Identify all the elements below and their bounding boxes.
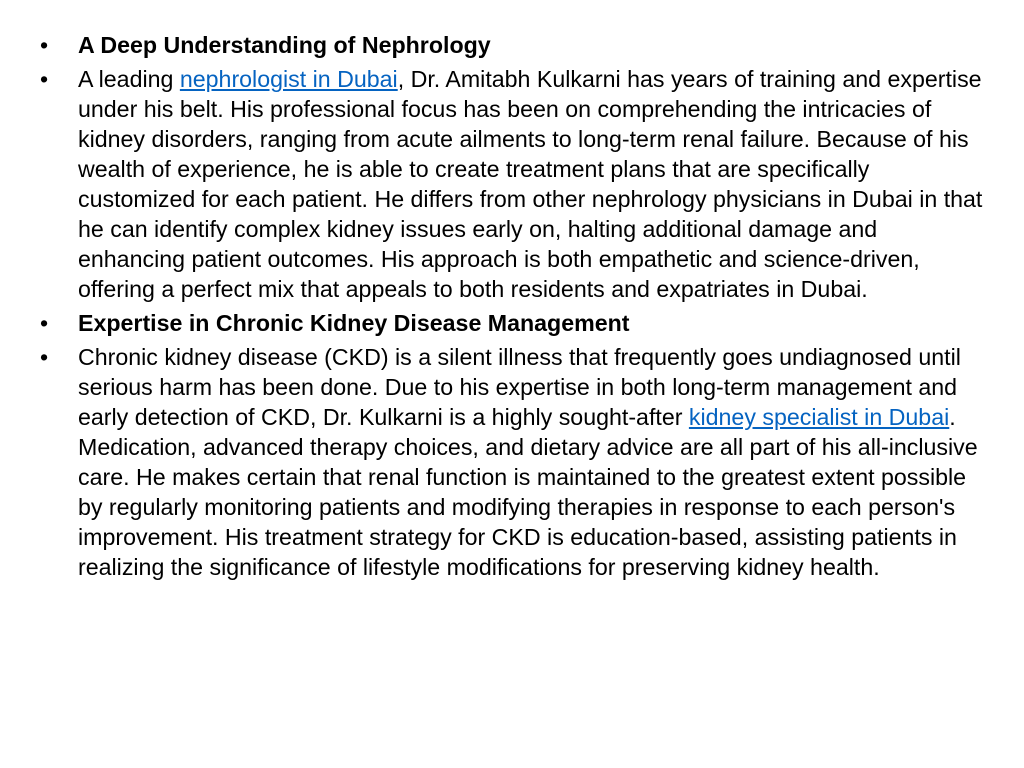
bullet-icon: •: [40, 32, 49, 58]
nephrologist-link[interactable]: nephrologist in Dubai: [179, 66, 398, 92]
bullet-paragraph-ckd: [40, 342, 984, 582]
paragraph-text-after: , Dr. Amitabh Kulkarni has years of training and expertise under his belt. His professional focus has been on comprehending the intricacies of kidney disorders, ranging from acute ailments to long-term renal failure. Because of his wealth of experience, he is able to create treatment plans that are specifically customized for each patient. He differs from other nephrology physicians in Dubai in that he can identify complex kidney issues early on, halting additional damage and enhancing patient outcomes. His approach is both empathetic and science-driven, offering a perfect mix that appeals to both residents and expatriates in Dubai.: [78, 66, 983, 302]
bullet-heading-nephrology: [40, 30, 984, 60]
bullet-paragraph-nephrology: [40, 64, 984, 304]
kidney-specialist-link[interactable]: kidney specialist in Dubai: [688, 404, 950, 430]
bullet-icon: •: [40, 310, 49, 336]
bullet-list: [40, 30, 984, 582]
paragraph-text-before: Chronic kidney disease (CKD) is a silent illness that frequently goes undiagnosed until serious harm has been done. Due to his expertise in both long-term management and early detection of CKD, Dr. Kulkarni is a highly sought-after: [78, 344, 961, 430]
paragraph-text-after: . Medication, advanced therapy choices, and dietary advice are all part of his all-inclusive care. He makes certain that renal function is maintained to the greatest extent possible by regularly monitoring patients and modifying therapies in response to each person's improvement. His treatment strategy for CKD is education-based, assisting patients in realizing the significance of lifestyle modifications for preserving kidney health.: [78, 404, 978, 580]
paragraph-text-before: A leading: [78, 66, 180, 92]
bullet-heading-ckd: [40, 308, 984, 338]
bullet-icon: •: [40, 344, 49, 370]
bullet-icon: •: [40, 66, 49, 92]
section-heading: Expertise in Chronic Kidney Disease Management: [78, 310, 630, 336]
section-heading: A Deep Understanding of Nephrology: [78, 32, 491, 58]
